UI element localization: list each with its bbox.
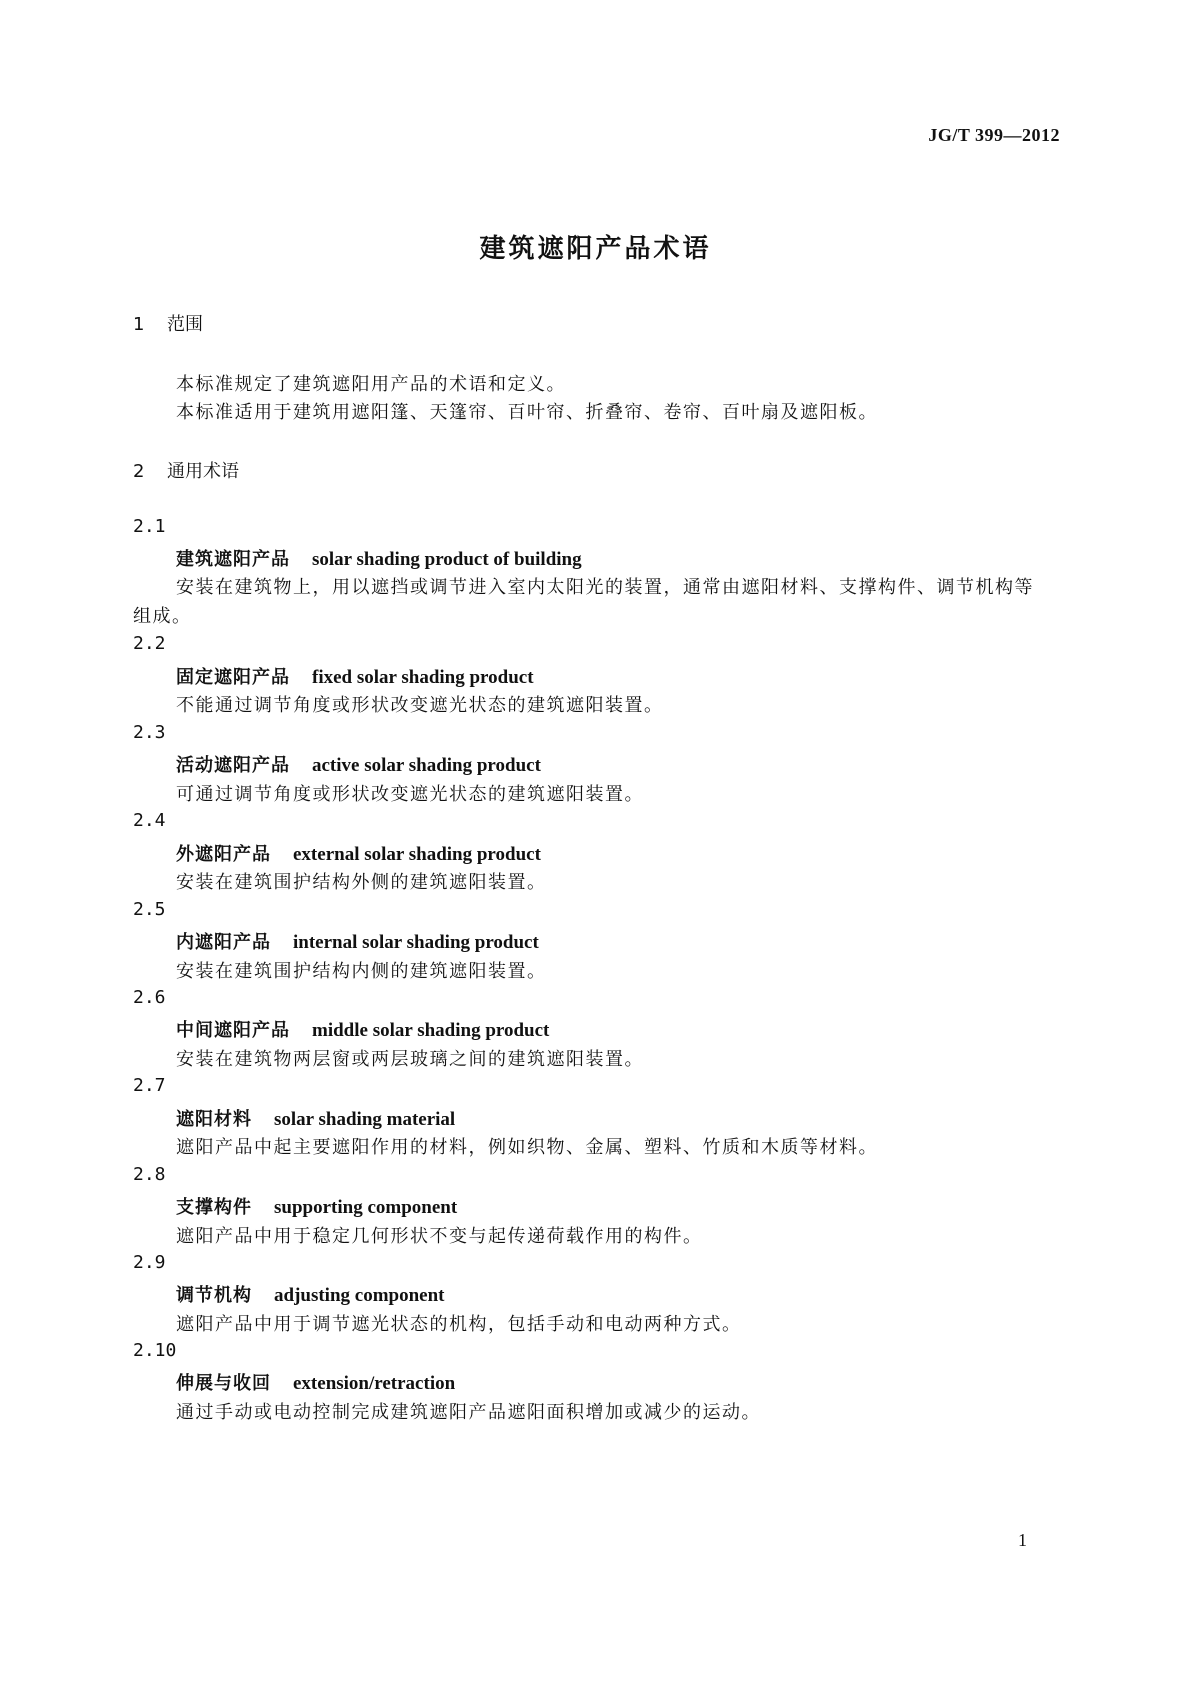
term-definition: 安装在建筑围护结构外侧的建筑遮阳装置。 <box>176 872 547 893</box>
term-number: 2.6 <box>133 987 166 1008</box>
term-english: external solar shading product <box>293 844 541 865</box>
paragraph: 本标准适用于建筑用遮阳篷、天篷帘、百叶帘、折叠帘、卷帘、百叶扇及遮阳板。 <box>176 402 878 423</box>
term-english: extension/retraction <box>293 1373 456 1394</box>
term-number: 2.4 <box>133 810 166 831</box>
term-chinese: 遮阳材料 <box>176 1109 252 1130</box>
term-heading <box>176 1105 455 1131</box>
term-definition: 遮阳产品中起主要遮阳作用的材料，例如织物、金属、塑料、竹质和木质等材料。 <box>176 1137 878 1158</box>
standard-code: JG/T 399—2012 <box>928 125 1060 145</box>
term-chinese: 伸展与收回 <box>176 1373 271 1394</box>
term-definition: 可通过调节角度或形状改变遮光状态的建筑遮阳装置。 <box>176 784 644 805</box>
term-number: 2.1 <box>133 516 166 537</box>
term-english: middle solar shading product <box>312 1020 550 1041</box>
term-definition: 安装在建筑物上，用以遮挡或调节进入室内太阳光的装置，通常由遮阳材料、支撑构件、调节机构等 <box>176 577 1034 598</box>
term-english: supporting component <box>274 1197 458 1218</box>
term-definition: 遮阳产品中用于稳定几何形状不变与起传递荷载作用的构件。 <box>176 1226 703 1247</box>
section-number: 1 <box>133 314 145 335</box>
term-chinese: 建筑遮阳产品 <box>176 549 290 570</box>
term-definition-continued: 组成。 <box>133 606 192 627</box>
term-heading <box>176 1281 445 1307</box>
term-number: 2.10 <box>133 1340 177 1361</box>
term-english: adjusting component <box>274 1285 445 1306</box>
term-heading <box>176 928 539 954</box>
term-english: fixed solar shading product <box>312 667 534 688</box>
term-heading <box>176 663 534 689</box>
term-heading <box>176 545 582 571</box>
term-heading <box>176 1016 549 1042</box>
term-number: 2.7 <box>133 1075 166 1096</box>
term-chinese: 中间遮阳产品 <box>176 1020 290 1041</box>
term-heading <box>176 751 541 777</box>
section-1-heading <box>133 310 203 336</box>
term-heading <box>176 1369 455 1395</box>
term-definition: 不能通过调节角度或形状改变遮光状态的建筑遮阳装置。 <box>176 695 664 716</box>
term-number: 2.8 <box>133 1164 166 1185</box>
term-english: solar shading product of building <box>312 549 582 570</box>
term-definition: 安装在建筑围护结构内侧的建筑遮阳装置。 <box>176 961 547 982</box>
term-english: solar shading material <box>274 1109 456 1130</box>
term-chinese: 内遮阳产品 <box>176 932 271 953</box>
paragraph: 本标准规定了建筑遮阳用产品的术语和定义。 <box>176 374 566 395</box>
term-number: 2.9 <box>133 1252 166 1273</box>
term-definition: 遮阳产品中用于调节遮光状态的机构，包括手动和电动两种方式。 <box>176 1314 742 1335</box>
term-chinese: 外遮阳产品 <box>176 844 271 865</box>
term-heading <box>176 1193 457 1219</box>
term-chinese: 活动遮阳产品 <box>176 755 290 776</box>
term-english: active solar shading product <box>312 755 541 776</box>
term-english: internal solar shading product <box>293 932 539 953</box>
section-title: 通用术语 <box>167 461 239 482</box>
term-definition: 通过手动或电动控制完成建筑遮阳产品遮阳面积增加或减少的运动。 <box>176 1402 761 1423</box>
term-number: 2.5 <box>133 899 166 920</box>
term-chinese: 固定遮阳产品 <box>176 667 290 688</box>
document-title: 建筑遮阳产品术语 <box>479 234 712 264</box>
term-number: 2.2 <box>133 633 166 654</box>
section-title: 范围 <box>167 314 203 335</box>
term-number: 2.3 <box>133 722 166 743</box>
page-number: 1 <box>1018 1530 1027 1550</box>
term-chinese: 调节机构 <box>176 1285 252 1306</box>
term-definition: 安装在建筑物两层窗或两层玻璃之间的建筑遮阳装置。 <box>176 1049 644 1070</box>
term-heading <box>176 840 541 866</box>
section-number: 2 <box>133 461 145 482</box>
section-2-heading <box>133 457 239 483</box>
term-chinese: 支撑构件 <box>176 1197 252 1218</box>
